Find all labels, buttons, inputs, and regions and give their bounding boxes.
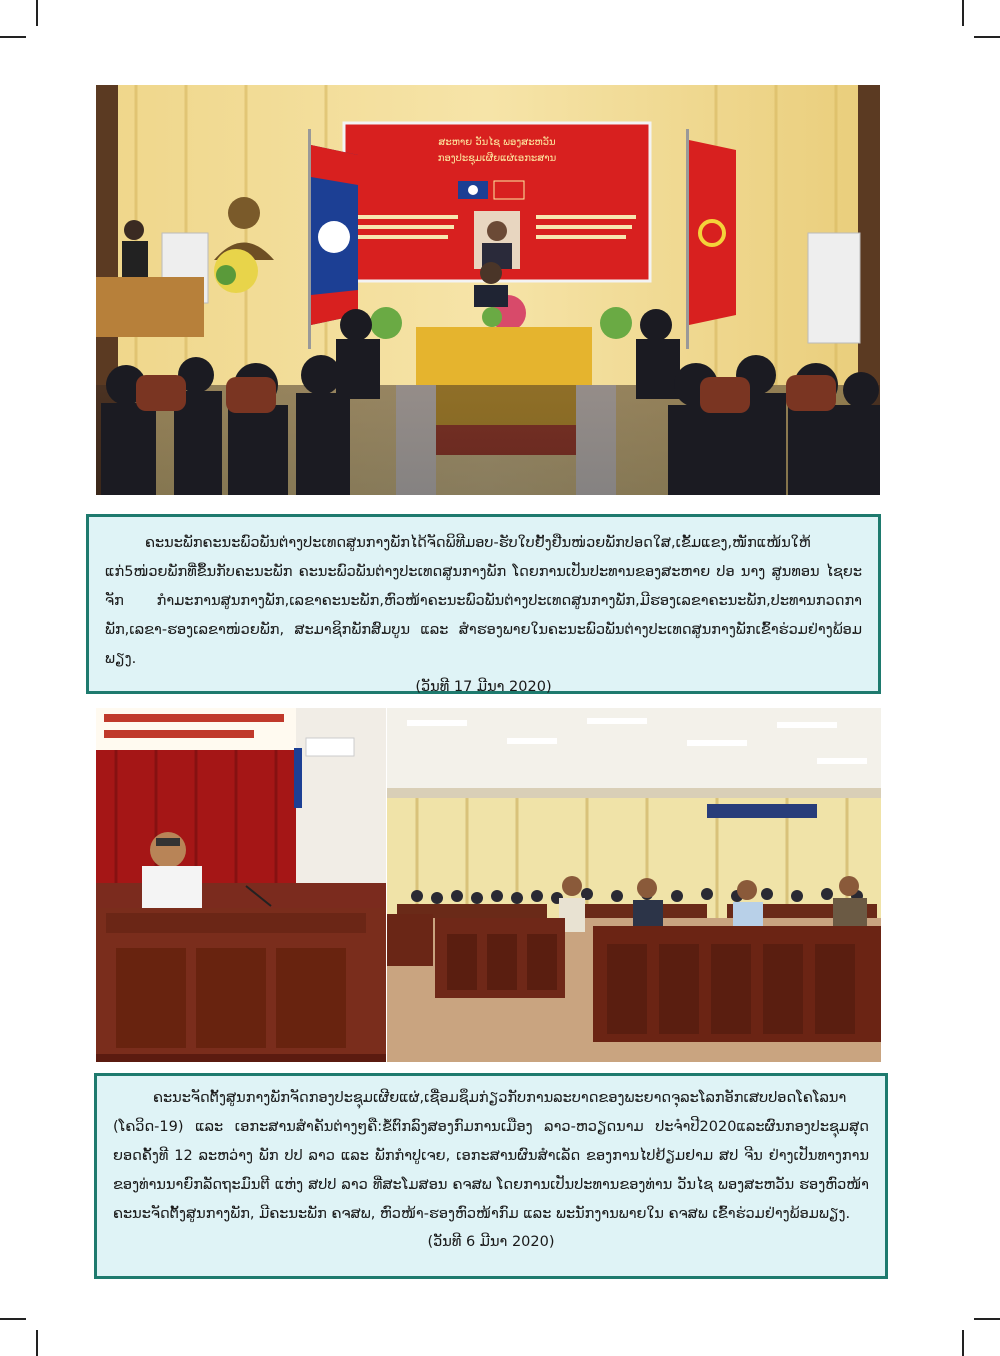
caption-date-2: (ວັນທີ 6 ມີນາ 2020) [427,1234,555,1250]
caption-1-body: ຄະນະພັກຄະນະພົວພັນຕ່າງປະເທດສູນກາງພັກໄດ້ຈັດພິທີມອບ-ຮັບໃບຢັ້ງຢືນໜ່ວຍພັກປອດໃສ,ເຂັ້ມແຂງ,ໜັກແໜ້ນໃຫ້ແກ່5ໜ່ວຍພັກທີ່ຂຶ້ນກັບຄະນະພັກ ຄະນະພົວພັນຕ່າງປະເທດສູນກາງພັກ ໂດຍການເປັນປະທານຂອງສະຫາຍ ປອ ນາງ ສູນທອນ ໄຊຍະຈັກ ກຳມະການສູນກາງພັກ,ເລຂາຄະນະພັກ,ຫົວໜ້າຄະນະພົວພັນຕ່າງປະເທດສູນກາງພັກ,ມີຮອງເລຂາຄະນະພັກ,ປະທານກວດກາພັກ,ເລຂາ-ຮອງເລຂາໜ່ວຍພັກ, ສະມາຊິກພັກສົມບູນ ແລະ ສຳຮອງພາຍໃນຄະນະພົວພັນຕ່າງປະເທດສູນກາງພັກເຂົ້າຮ່ວມຢ່າງພ້ອມພຽງ. [105,535,862,667]
caption-text-1 [89,517,878,674]
caption-box-2 [94,1073,888,1279]
photo-audience-hall [387,708,881,1062]
banner-line-1: ສະຫາຍ ວັນໄຊ ພອງສະຫວັນ [438,137,556,148]
caption-2-body: ຄະນະຈັດຕັ້ງສູນກາງພັກຈັດກອງປະຊຸມເຜີຍແຜ່,ເຊື່ອມຊຶມກ່ຽວກັບການລະບາດຂອງພະຍາດຈຸລະໂລກອັກເສບປອດໂຄໂລນາ (ໂຄວິດ-19) ແລະ ເອກະສານສຳຄັນຕ່າງໆຄື:ຂໍ້ຕົກລົງສອງກົມການເມືອງ ລາວ-ຫວຽດນາມ ປະຈຳປີ2020ແລະຜົນກອງປະຊຸມສຸດຍອດຄັ້ງທີ 12 ລະຫວ່າງ ພັກ ປປ ລາວ ແລະ ພັກກຳປູເຈຍ, ເອກະສານຜົນສຳເລັດ ຂອງການໄປຢ້ຽມຢາມ ສປ ຈີນ ຢ່າງເປັນທາງການຂອງທ່ານນາຍົກລັດຖະມົນຕີ ແຫ່ງ ສປປ ລາວ ທີ່ສະໂມສອນ ຄຈສພ ໂດຍການເປັນປະທານຂອງທ່ານ ວັນໄຊ ພອງສະຫວັນ ຮອງຫົວໜ້າຄະນະຈັດຕັ້ງສູນກາງພັກ, ມີຄະນະພັກ ຄຈສພ, ຫົວໜ້າ-ຮອງຫົວໜ້າກົມ ແລະ ພະນັກງານພາຍໃນ ຄຈສພ ເຂົ້າຮ່ວມຢ່າງພ້ອມພຽງ. [113,1090,869,1222]
caption-box-1 [86,514,881,694]
crop-mark-bottom-left-v [36,1330,38,1356]
crop-mark-bottom-right-v [962,1330,964,1356]
crop-mark-bottom-right-h [974,1318,1000,1320]
crop-mark-top-left-v [36,0,38,26]
photo-ceremony-hall [96,85,880,495]
caption-date-1: (ວັນທີ 17 ມີນາ 2020) [415,679,552,695]
banner-line-2: ກອງປະຊຸມເຜີຍແຜ່ເອກະສານ [437,153,557,164]
crop-mark-top-right-v [962,0,964,26]
crop-mark-bottom-left-h [0,1318,26,1320]
crop-mark-top-left-h [0,36,26,38]
caption-text-2 [97,1076,885,1229]
crop-mark-top-right-h [974,36,1000,38]
photo-speaker-podium [96,708,386,1062]
